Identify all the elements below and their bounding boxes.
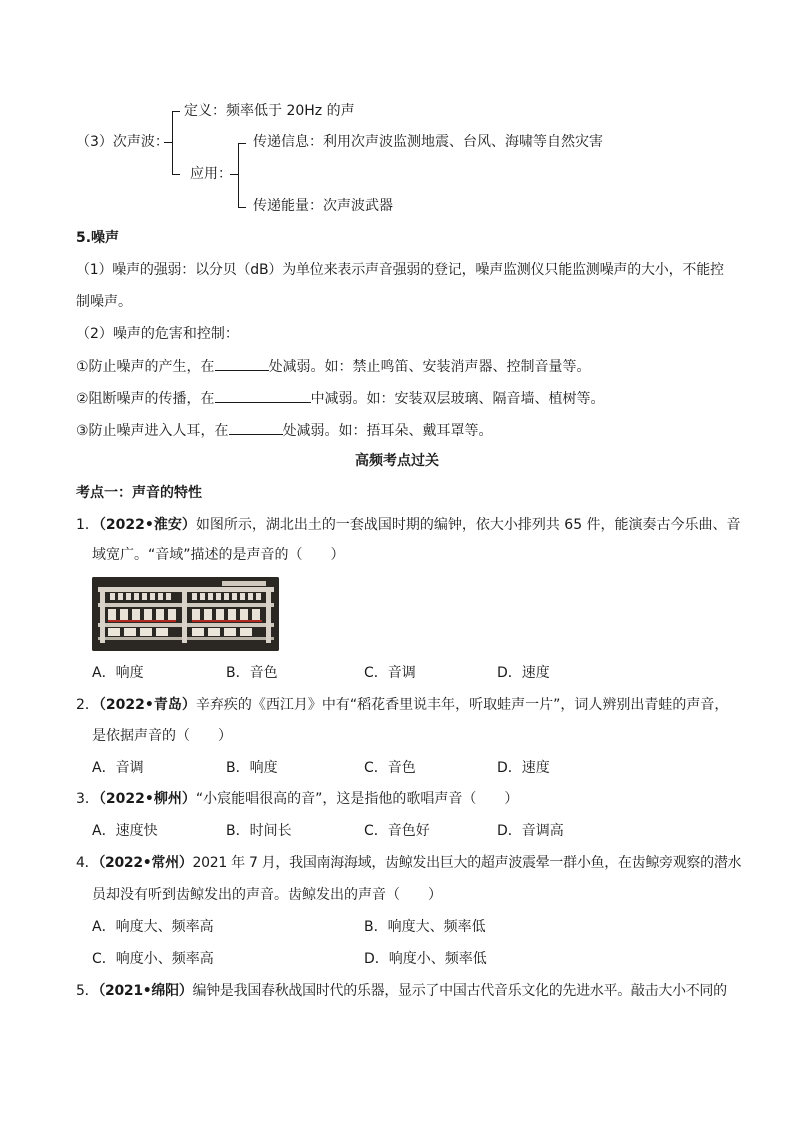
- section-title: 高频考点过关: [355, 453, 439, 469]
- fill-in-blank-3[interactable]: [229, 420, 283, 435]
- question-3-text: “小宸能唱很高的音”，这是指他的歌唱声音（ ）: [195, 791, 519, 807]
- question-1-line-2: 域宽广。“音域”描述的是声音的（ ）: [92, 547, 345, 563]
- fill-in-blank-1[interactable]: [215, 356, 269, 371]
- question-3-option-d[interactable]: D．音调高: [497, 823, 564, 839]
- question-1-source: （2022•淮安）: [98, 517, 196, 533]
- question-1-option-d[interactable]: D．速度: [497, 665, 550, 681]
- infrasound-app-info: 传递信息：利用次声波监测地震、台风、海啸等自然灾害: [253, 134, 603, 150]
- question-1-option-b[interactable]: B．音色: [226, 665, 278, 681]
- noise-control-1: [76, 356, 591, 377]
- question-1-option-c[interactable]: C．音调: [364, 665, 416, 681]
- infrasound-application-label: 应用：: [190, 166, 232, 182]
- bianzhong-photo: [92, 577, 279, 651]
- question-3-option-c[interactable]: C．音色好: [364, 823, 430, 839]
- question-5-line-1: [76, 981, 727, 1001]
- infrasound-app-energy: 传递能量：次声波武器: [253, 198, 393, 214]
- question-4-source: （2022•常州）: [98, 855, 193, 871]
- noise-control-2: [76, 388, 605, 409]
- outline-brace-main: [172, 111, 180, 175]
- question-4-option-a[interactable]: A．响度大、频率高: [92, 919, 214, 935]
- question-4-number: 4．: [76, 855, 99, 871]
- question-3-line-1: [76, 789, 518, 809]
- question-4-line-1: [76, 853, 741, 873]
- noise-control-2-suffix: 中减弱。如：安装双层玻璃、隔音墙、植树等。: [310, 391, 605, 407]
- question-3-option-b[interactable]: B．时间长: [226, 823, 292, 839]
- question-3-number: 3．: [76, 791, 99, 807]
- noise-control-1-prefix: ①防止噪声的产生，在: [76, 359, 215, 375]
- bianzhong-illustration: [92, 577, 279, 651]
- question-2-option-d[interactable]: D．速度: [497, 760, 550, 776]
- question-2-option-b[interactable]: B．响度: [226, 760, 278, 776]
- noise-paragraph-1-line-2: 制噪声。: [76, 294, 132, 310]
- question-4-option-b[interactable]: B．响度大、频率低: [364, 919, 486, 935]
- question-1-text: 如图所示，湖北出土的一套战国时期的编钟，依大小排列共 65 件，能演奏古今乐曲、音: [195, 517, 741, 533]
- question-3-option-a[interactable]: A．速度快: [92, 823, 158, 839]
- noise-control-3: [76, 420, 493, 441]
- noise-heading: 5.噪声: [76, 230, 120, 246]
- noise-control-3-suffix: 处减弱。如：捂耳朵、戴耳罩等。: [282, 423, 493, 439]
- outline-brace-sub-tick: [230, 174, 238, 175]
- question-5-source: （2021•绵阳）: [98, 983, 193, 999]
- outline-brace-sub: [238, 143, 246, 208]
- noise-control-1-suffix: 处减弱。如：禁止鸣笛、安装消声器、控制音量等。: [268, 359, 591, 375]
- question-4-option-d[interactable]: D．响度小、频率低: [364, 951, 487, 967]
- question-5-number: 5．: [76, 983, 99, 999]
- noise-control-2-prefix: ②阻断噪声的传播，在: [76, 391, 215, 407]
- outline-brace-main-tick: [164, 142, 172, 143]
- question-2-source: （2022•青岛）: [98, 697, 196, 713]
- infrasound-label: （3）次声波：: [76, 134, 169, 150]
- question-2-number: 2．: [76, 697, 99, 713]
- question-2-text: 辛弃疾的《西江月》中有“稻花香里说丰年，听取蛙声一片”，词人辨别出青蛙的声音，: [195, 697, 729, 713]
- question-3-source: （2022•柳州）: [98, 791, 196, 807]
- question-4-option-c[interactable]: C．响度小、频率高: [92, 951, 214, 967]
- fill-in-blank-2[interactable]: [215, 388, 311, 403]
- question-2-option-c[interactable]: C．音色: [364, 760, 416, 776]
- question-1-number: 1．: [76, 517, 99, 533]
- topic-heading: 考点一：声音的特性: [76, 485, 202, 501]
- noise-control-3-prefix: ③防止噪声进入人耳，在: [76, 423, 229, 439]
- question-1-line-1: [76, 515, 741, 535]
- question-5-text: 编钟是我国春秋战国时代的乐器，显示了中国古代音乐文化的先进水平。敲击大小不同的: [192, 983, 727, 999]
- question-4-line-2: 员却没有听到齿鲸发出的声音。齿鲸发出的声音（ ）: [92, 887, 442, 903]
- question-2-line-1: [76, 695, 728, 715]
- noise-paragraph-1-line-1: （1）噪声的强弱：以分贝（dB）为单位来表示声音强弱的登记，噪声监测仪只能监测噪声的大小，不能控: [76, 262, 724, 278]
- question-2-option-a[interactable]: A．音调: [92, 760, 144, 776]
- question-1-option-a[interactable]: A．响度: [92, 665, 144, 681]
- infrasound-definition: 定义：频率低于 20Hz 的声: [184, 103, 355, 119]
- question-4-text: 2021 年 7 月，我国南海海域，齿鲸发出巨大的超声波震晕一群小鱼，在齿鲸旁观察的潜水: [192, 855, 742, 871]
- noise-paragraph-2: （2）噪声的危害和控制：: [76, 326, 239, 342]
- question-2-line-2: 是依据声音的（ ）: [92, 728, 232, 744]
